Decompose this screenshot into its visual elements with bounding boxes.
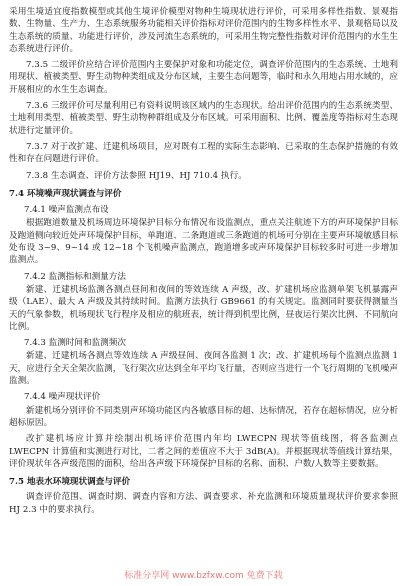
paragraph-7-4-3: 新建、迁建机场各测点等效连续 A 声级昼间、夜间各监测 1 次；改、扩建机场每个监测点监测 1 天，应进行全天全架次监测，飞行架次应达到全年平均飞行量，否则应当进行一个飞行周期的飞机噪声监测。 xyxy=(9,351,398,387)
paragraph-7-4-4-a: 新建机场分别评价不同类别声环境功能区内各敏感目标的超、达标情况，若存在超标情况，应分析超标原因。 xyxy=(9,405,398,428)
subheading-7-4-3: 7.4.3 监测时间和监测频次 xyxy=(24,338,126,349)
subheading-7-4-2: 7.4.2 监测指标和测量方法 xyxy=(24,271,126,282)
section-heading-7-5: 7.5 地表水环境现状调查与评价 xyxy=(9,477,131,488)
paragraph-7-4-4-b: 改扩建机场应计算并绘制出机场评价范围内年均 LWECPN 现状等值线图，将各监测点 LWECPN 计算值和实测进行对比，二者之间的差值应不大于 3dB(A)。并根据现状等值线计算结果，评价现状年各声级范围的面积，给出各声级下环境保护目标的名称、面积、户数/人数等主要数据。 xyxy=(9,434,398,469)
clause-7-3-8: 7.3.8 生态调查、评价方法参照 HJ19、HJ 710.4 执行。 xyxy=(26,170,247,181)
paragraph-7-5: 调查评价范围、调查时期、调查内容和方法、调查要求、补充监测和环境质量现状评价要求参照 HJ 2.3 中的要求执行。 xyxy=(9,492,398,515)
clause-7-3-7: 7.3.7 对于改扩建、迁建机场项目，应对既有工程的实际生态影响、已采取的生态保护措施的有效性和存在问题进行评价。 xyxy=(9,141,398,165)
paragraph-7-4-2: 新建、迁建机场监测各测点昼间和夜间的等效连续 A 声级，改、扩建机场应监测单架飞机暴露声级（LAE）、最大 A 声级及其持续时间。监测方法执行 GB9661 的有关规定。监测同时要获得测量当天的气象参数，机场现状飞行程序及相应的航班表，统计得到机型比例，昼夜运行架次比例、不同航向比例。 xyxy=(9,284,398,332)
subheading-7-4-1: 7.4.1 噪声监测点布设 xyxy=(24,205,109,216)
watermark-link[interactable]: 标准分享网 www.bzfxw.com 免费下载 xyxy=(124,571,283,581)
paragraph-ecology-models: 采用生境适宜度指数模型或其他生境评价模型对物种生境现状进行评价，可采用多样性指数、景观指数、生物量、生产力、生态系统服务功能相关评价指标对评价范围内的生物多样性水平、景观格局以及生态系统的质量、功能进行评价，涉及河流生态系统的，可采用生物完整性指数对评价范围内的水生生态系统进行评价。 xyxy=(9,7,398,54)
section-heading-7-4: 7.4 环境噪声现状调查与评价 xyxy=(9,188,122,199)
clause-7-3-5: 7.3.5 二级评价应结合评价范围内主要保护对象和功能定位，调查评价范围内的生态系统、土地利用现状、植被类型、野生动物种类组成及分布区域，主要生态问题等，临时和永久用地占用水域的，应开展相应的水生生态调查。 xyxy=(9,60,398,95)
paragraph-7-4-1: 根据跑道数量及机场周边环境保护目标分布情况布设监测点，重点关注航迹下方的声环境保护目标及跑道侧向较近处声环境保护目标，单跑道、二条跑道或三条跑道的机场可分别在主要声环境敏感目标处布设 3~9、9~14 或 12~18 个飞机噪声监测点，跑道增多或声环境保护目标较多时可进一步增加监测点。 xyxy=(9,218,398,266)
clause-7-3-6: 7.3.6 三级评价可尽量利用已有资料说明该区域内的生态现状。给出评价范围内的生态系统类型、土地利用类型、植被类型、野生动物种群组成及分布区域。可采用面积、比例、覆盖度等指标对生态现状进行定量评价。 xyxy=(9,101,398,136)
subheading-7-4-4: 7.4.4 噪声现状评价 xyxy=(24,392,101,403)
